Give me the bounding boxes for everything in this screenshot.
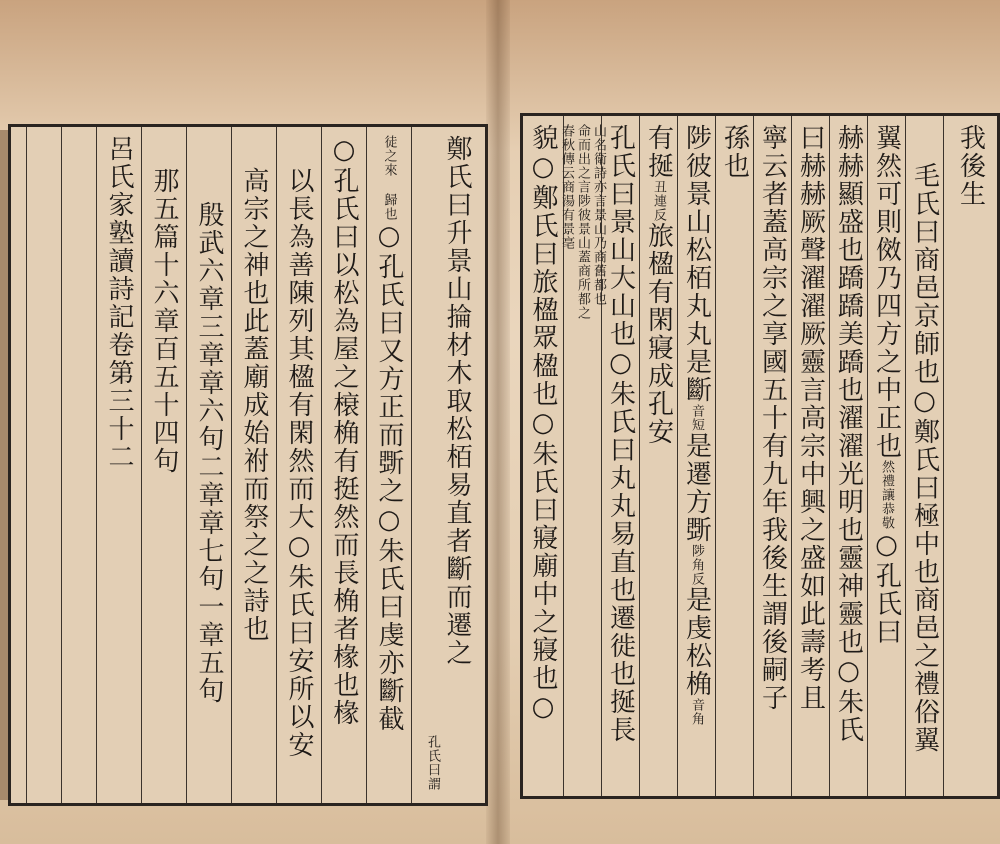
main-text: 旅楹有閑寢成孔安 <box>643 222 674 446</box>
text-column <box>559 116 606 796</box>
main-text: 孔氏曰景山大山也○朱氏曰丸丸易直也遷徙也挻長 <box>605 124 636 744</box>
text-column <box>523 116 563 796</box>
annotation-note: 陟角反 <box>689 544 704 586</box>
left-page <box>0 0 498 844</box>
annotation-note: 孔氏曰謂 <box>425 735 440 791</box>
annotation-note: 山名衛詩亦言景山乃商舊都也 <box>591 124 606 306</box>
text-column <box>639 116 677 796</box>
annotation-note: 徒之來 歸也 <box>381 135 397 221</box>
text-column <box>276 127 321 803</box>
main-text: 翼然可則傚乃四方之中正也 <box>871 124 902 460</box>
text-column <box>943 116 997 796</box>
annotation-note: 春秋傳云商湯有景亳 <box>559 124 574 250</box>
main-text: 寧云者蓋高宗之享國五十有九年我後生謂後嗣子 <box>757 124 788 712</box>
main-text: 是遷方斲 <box>681 432 712 544</box>
main-text: ○孔氏曰 <box>871 530 902 646</box>
main-text: 我後生 <box>955 124 986 208</box>
text-column <box>829 116 867 796</box>
main-text: 是虔松桷 <box>681 586 712 698</box>
main-text: 有挻 <box>643 124 674 180</box>
empty-column <box>26 127 61 803</box>
text-column <box>753 116 791 796</box>
text-column <box>231 127 276 803</box>
annotation-note: 丑連反 <box>651 180 666 222</box>
main-text: 赫赫顯盛也蹻蹻美蹻也濯濯光明也靈神靈也○朱氏 <box>833 124 864 744</box>
text-column <box>715 116 753 796</box>
main-text: 以長為善陳列其楹有閑然而大○朱氏曰安所以安 <box>284 167 314 759</box>
annotation-note: 音角 <box>689 698 704 726</box>
annotation-note: 然禮讓恭敬 <box>879 460 894 530</box>
main-text: ○孔氏曰又方正而斲之○朱氏曰虔亦斷截 <box>374 221 404 733</box>
text-column <box>867 116 905 796</box>
text-column <box>96 127 141 803</box>
text-column <box>366 127 411 803</box>
text-column <box>411 127 485 803</box>
volume-title: 呂氏家塾讀詩記卷第三十二 <box>104 135 134 471</box>
left-page-frame <box>8 124 488 806</box>
text-column <box>677 116 715 796</box>
text-column <box>141 127 186 803</box>
main-text: ○孔氏曰以松為屋之榱桷有挺然而長桷者椽也椽 <box>329 135 359 727</box>
empty-column <box>61 127 96 803</box>
main-text: 鄭氏曰升景山掄材木取松栢易直者斷而遷之 <box>442 135 472 667</box>
chapter-count: 殷武六章三章章六句二章章七句一章五句 <box>194 201 224 705</box>
right-page <box>498 0 1000 844</box>
text-column <box>186 127 231 803</box>
main-text: 高宗之神也此蓋廟成始祔而祭之之詩也 <box>239 167 269 643</box>
main-text: 貌○鄭氏曰旅楹眾楹也○朱氏曰寢廟中之寢也○ <box>528 124 558 724</box>
main-text: 毛氏曰商邑京師也○鄭氏曰極中也商邑之禮俗翼 <box>909 162 940 754</box>
section-count: 那五篇十六章百五十四句 <box>149 167 179 475</box>
main-text: 曰赫赫厥聲濯濯厥靈言高宗中興之盛如此壽考且 <box>795 124 826 712</box>
text-column <box>905 116 943 796</box>
annotation-note: 命而出之言陟彼景山蓋商所都之 <box>575 124 590 320</box>
main-text: 陟彼景山松栢丸丸是斷 <box>681 124 712 404</box>
text-column <box>791 116 829 796</box>
annotation-note: 音短 <box>689 404 704 432</box>
text-column <box>601 116 639 796</box>
right-page-frame <box>520 113 1000 799</box>
text-column <box>321 127 366 803</box>
main-text: 孫也 <box>719 124 750 180</box>
